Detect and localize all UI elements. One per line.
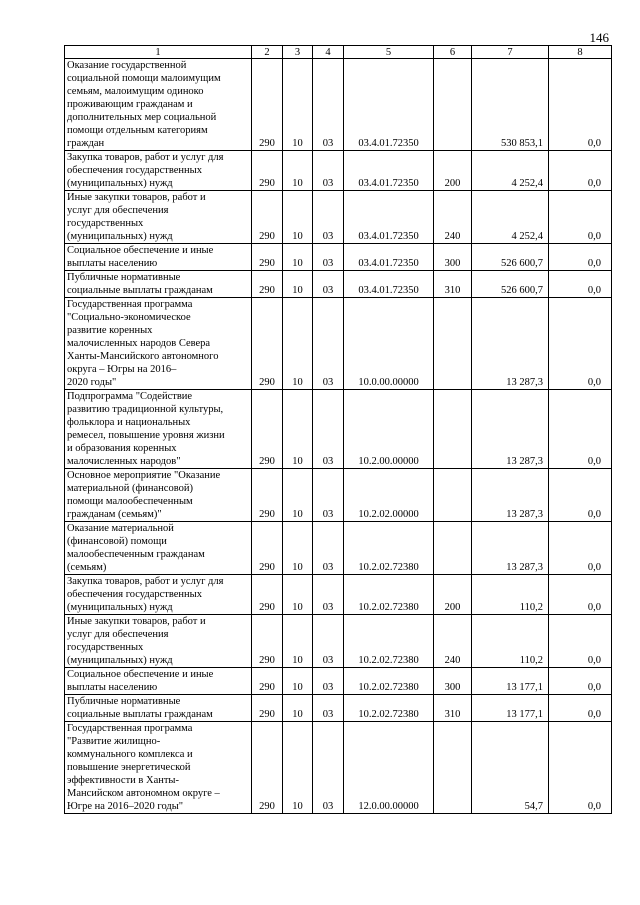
subsection-code-cell: 03 bbox=[313, 151, 344, 191]
budget-table bbox=[64, 45, 612, 814]
column-header: 8 bbox=[549, 46, 612, 59]
section-code-cell: 10 bbox=[283, 271, 313, 298]
amount-cell: 526 600,7 bbox=[472, 244, 549, 271]
target-article-cell: 10.2.00.00000 bbox=[344, 390, 434, 469]
table-row bbox=[65, 298, 612, 390]
admin-code-cell: 290 bbox=[252, 695, 283, 722]
admin-code-cell: 290 bbox=[252, 244, 283, 271]
expense-type-cell: 240 bbox=[434, 615, 472, 668]
amount-cell: 13 177,1 bbox=[472, 695, 549, 722]
target-article-cell: 03.4.01.72350 bbox=[344, 151, 434, 191]
table-row bbox=[65, 59, 612, 151]
target-article-cell: 10.2.02.72380 bbox=[344, 522, 434, 575]
target-article-cell: 10.2.02.72380 bbox=[344, 615, 434, 668]
table-row bbox=[65, 668, 612, 695]
amount-2-cell: 0,0 bbox=[549, 390, 612, 469]
admin-code-cell: 290 bbox=[252, 522, 283, 575]
section-code-cell: 10 bbox=[283, 522, 313, 575]
table-row bbox=[65, 191, 612, 244]
column-header: 2 bbox=[252, 46, 283, 59]
admin-code-cell: 290 bbox=[252, 615, 283, 668]
admin-code-cell: 290 bbox=[252, 390, 283, 469]
target-article-cell: 03.4.01.72350 bbox=[344, 244, 434, 271]
page-number: 146 bbox=[589, 30, 609, 45]
table-row bbox=[65, 575, 612, 615]
subsection-code-cell: 03 bbox=[313, 191, 344, 244]
amount-cell: 13 287,3 bbox=[472, 390, 549, 469]
target-article-cell: 03.4.01.72350 bbox=[344, 59, 434, 151]
section-code-cell: 10 bbox=[283, 695, 313, 722]
section-code-cell: 10 bbox=[283, 722, 313, 814]
column-header: 4 bbox=[313, 46, 344, 59]
target-article-cell: 10.0.00.00000 bbox=[344, 298, 434, 390]
expense-type-cell: 310 bbox=[434, 695, 472, 722]
expense-type-cell bbox=[434, 298, 472, 390]
admin-code-cell: 290 bbox=[252, 469, 283, 522]
expense-type-cell: 200 bbox=[434, 575, 472, 615]
expense-type-cell bbox=[434, 469, 472, 522]
subsection-code-cell: 03 bbox=[313, 695, 344, 722]
row-name-cell: Государственная программа "Развитие жилищно- коммунального комплекса и повышение энергетической эффективности в Ханты- Мансийском автономном округе – Югре на 2016–2020 годы" bbox=[65, 722, 252, 814]
amount-2-cell: 0,0 bbox=[549, 722, 612, 814]
admin-code-cell: 290 bbox=[252, 668, 283, 695]
expense-type-cell bbox=[434, 390, 472, 469]
row-name-cell: Социальное обеспечение и иные выплаты населению bbox=[65, 668, 252, 695]
amount-cell: 526 600,7 bbox=[472, 271, 549, 298]
row-name-cell: Закупка товаров, работ и услуг для обеспечения государственных (муниципальных) нужд bbox=[65, 575, 252, 615]
target-article-cell: 12.0.00.00000 bbox=[344, 722, 434, 814]
row-name-cell: Государственная программа "Социально-экономическое развитие коренных малочисленных народов Севера Ханты-Мансийского автономного округа – Югры на 2016– 2020 годы" bbox=[65, 298, 252, 390]
subsection-code-cell: 03 bbox=[313, 298, 344, 390]
row-name-cell: Оказание государственной социальной помощи малоимущим семьям, малоимущим одиноко проживающим гражданам и дополнительных мер социальной помощи отдельным категориям граждан bbox=[65, 59, 252, 151]
row-name-cell: Социальное обеспечение и иные выплаты населению bbox=[65, 244, 252, 271]
amount-2-cell: 0,0 bbox=[549, 191, 612, 244]
target-article-cell: 03.4.01.72350 bbox=[344, 271, 434, 298]
amount-cell: 4 252,4 bbox=[472, 191, 549, 244]
amount-2-cell: 0,0 bbox=[549, 469, 612, 522]
table-row bbox=[65, 722, 612, 814]
section-code-cell: 10 bbox=[283, 668, 313, 695]
amount-cell: 13 287,3 bbox=[472, 298, 549, 390]
subsection-code-cell: 03 bbox=[313, 390, 344, 469]
section-code-cell: 10 bbox=[283, 191, 313, 244]
expense-type-cell: 310 bbox=[434, 271, 472, 298]
subsection-code-cell: 03 bbox=[313, 522, 344, 575]
amount-2-cell: 0,0 bbox=[549, 575, 612, 615]
section-code-cell: 10 bbox=[283, 469, 313, 522]
section-code-cell: 10 bbox=[283, 390, 313, 469]
amount-2-cell: 0,0 bbox=[549, 59, 612, 151]
subsection-code-cell: 03 bbox=[313, 615, 344, 668]
amount-cell: 110,2 bbox=[472, 575, 549, 615]
expense-type-cell: 200 bbox=[434, 151, 472, 191]
table-row bbox=[65, 244, 612, 271]
admin-code-cell: 290 bbox=[252, 722, 283, 814]
row-name-cell: Публичные нормативные социальные выплаты гражданам bbox=[65, 271, 252, 298]
table-row bbox=[65, 151, 612, 191]
target-article-cell: 10.2.02.72380 bbox=[344, 575, 434, 615]
target-article-cell: 03.4.01.72350 bbox=[344, 191, 434, 244]
target-article-cell: 10.2.02.72380 bbox=[344, 668, 434, 695]
row-name-cell: Иные закупки товаров, работ и услуг для обеспечения государственных (муниципальных) нужд bbox=[65, 191, 252, 244]
admin-code-cell: 290 bbox=[252, 575, 283, 615]
section-code-cell: 10 bbox=[283, 244, 313, 271]
amount-2-cell: 0,0 bbox=[549, 271, 612, 298]
amount-cell: 54,7 bbox=[472, 722, 549, 814]
column-header: 1 bbox=[65, 46, 252, 59]
subsection-code-cell: 03 bbox=[313, 59, 344, 151]
section-code-cell: 10 bbox=[283, 59, 313, 151]
row-name-cell: Закупка товаров, работ и услуг для обеспечения государственных (муниципальных) нужд bbox=[65, 151, 252, 191]
target-article-cell: 10.2.02.00000 bbox=[344, 469, 434, 522]
table-row bbox=[65, 469, 612, 522]
expense-type-cell bbox=[434, 722, 472, 814]
amount-cell: 13 177,1 bbox=[472, 668, 549, 695]
row-name-cell: Основное мероприятие "Оказание материальной (финансовой) помощи малообеспеченным гражданам (семьям)" bbox=[65, 469, 252, 522]
column-header: 7 bbox=[472, 46, 549, 59]
amount-2-cell: 0,0 bbox=[549, 695, 612, 722]
admin-code-cell: 290 bbox=[252, 59, 283, 151]
amount-cell: 110,2 bbox=[472, 615, 549, 668]
amount-2-cell: 0,0 bbox=[549, 298, 612, 390]
table-row bbox=[65, 615, 612, 668]
expense-type-cell bbox=[434, 522, 472, 575]
subsection-code-cell: 03 bbox=[313, 575, 344, 615]
row-name-cell: Иные закупки товаров, работ и услуг для обеспечения государственных (муниципальных) нужд bbox=[65, 615, 252, 668]
section-code-cell: 10 bbox=[283, 575, 313, 615]
row-name-cell: Публичные нормативные социальные выплаты гражданам bbox=[65, 695, 252, 722]
amount-cell: 13 287,3 bbox=[472, 522, 549, 575]
table-header-row bbox=[65, 46, 612, 59]
amount-cell: 530 853,1 bbox=[472, 59, 549, 151]
expense-type-cell: 300 bbox=[434, 668, 472, 695]
section-code-cell: 10 bbox=[283, 615, 313, 668]
subsection-code-cell: 03 bbox=[313, 722, 344, 814]
amount-cell: 13 287,3 bbox=[472, 469, 549, 522]
column-header: 5 bbox=[344, 46, 434, 59]
amount-cell: 4 252,4 bbox=[472, 151, 549, 191]
table-row bbox=[65, 390, 612, 469]
expense-type-cell: 240 bbox=[434, 191, 472, 244]
subsection-code-cell: 03 bbox=[313, 469, 344, 522]
column-header: 6 bbox=[434, 46, 472, 59]
subsection-code-cell: 03 bbox=[313, 271, 344, 298]
amount-2-cell: 0,0 bbox=[549, 615, 612, 668]
admin-code-cell: 290 bbox=[252, 191, 283, 244]
amount-2-cell: 0,0 bbox=[549, 244, 612, 271]
target-article-cell: 10.2.02.72380 bbox=[344, 695, 434, 722]
amount-2-cell: 0,0 bbox=[549, 151, 612, 191]
admin-code-cell: 290 bbox=[252, 298, 283, 390]
admin-code-cell: 290 bbox=[252, 151, 283, 191]
table-row bbox=[65, 522, 612, 575]
expense-type-cell: 300 bbox=[434, 244, 472, 271]
admin-code-cell: 290 bbox=[252, 271, 283, 298]
amount-2-cell: 0,0 bbox=[549, 522, 612, 575]
row-name-cell: Оказание материальной (финансовой) помощи малообеспеченным гражданам (семьям) bbox=[65, 522, 252, 575]
expense-type-cell bbox=[434, 59, 472, 151]
table-row bbox=[65, 695, 612, 722]
table-body bbox=[65, 59, 612, 814]
row-name-cell: Подпрограмма "Содействие развитию традиционной культуры, фольклора и национальных ремесел, повышение уровня жизни и образования коренных малочисленных народов" bbox=[65, 390, 252, 469]
amount-2-cell: 0,0 bbox=[549, 668, 612, 695]
table-row bbox=[65, 271, 612, 298]
subsection-code-cell: 03 bbox=[313, 668, 344, 695]
section-code-cell: 10 bbox=[283, 151, 313, 191]
column-header: 3 bbox=[283, 46, 313, 59]
section-code-cell: 10 bbox=[283, 298, 313, 390]
subsection-code-cell: 03 bbox=[313, 244, 344, 271]
